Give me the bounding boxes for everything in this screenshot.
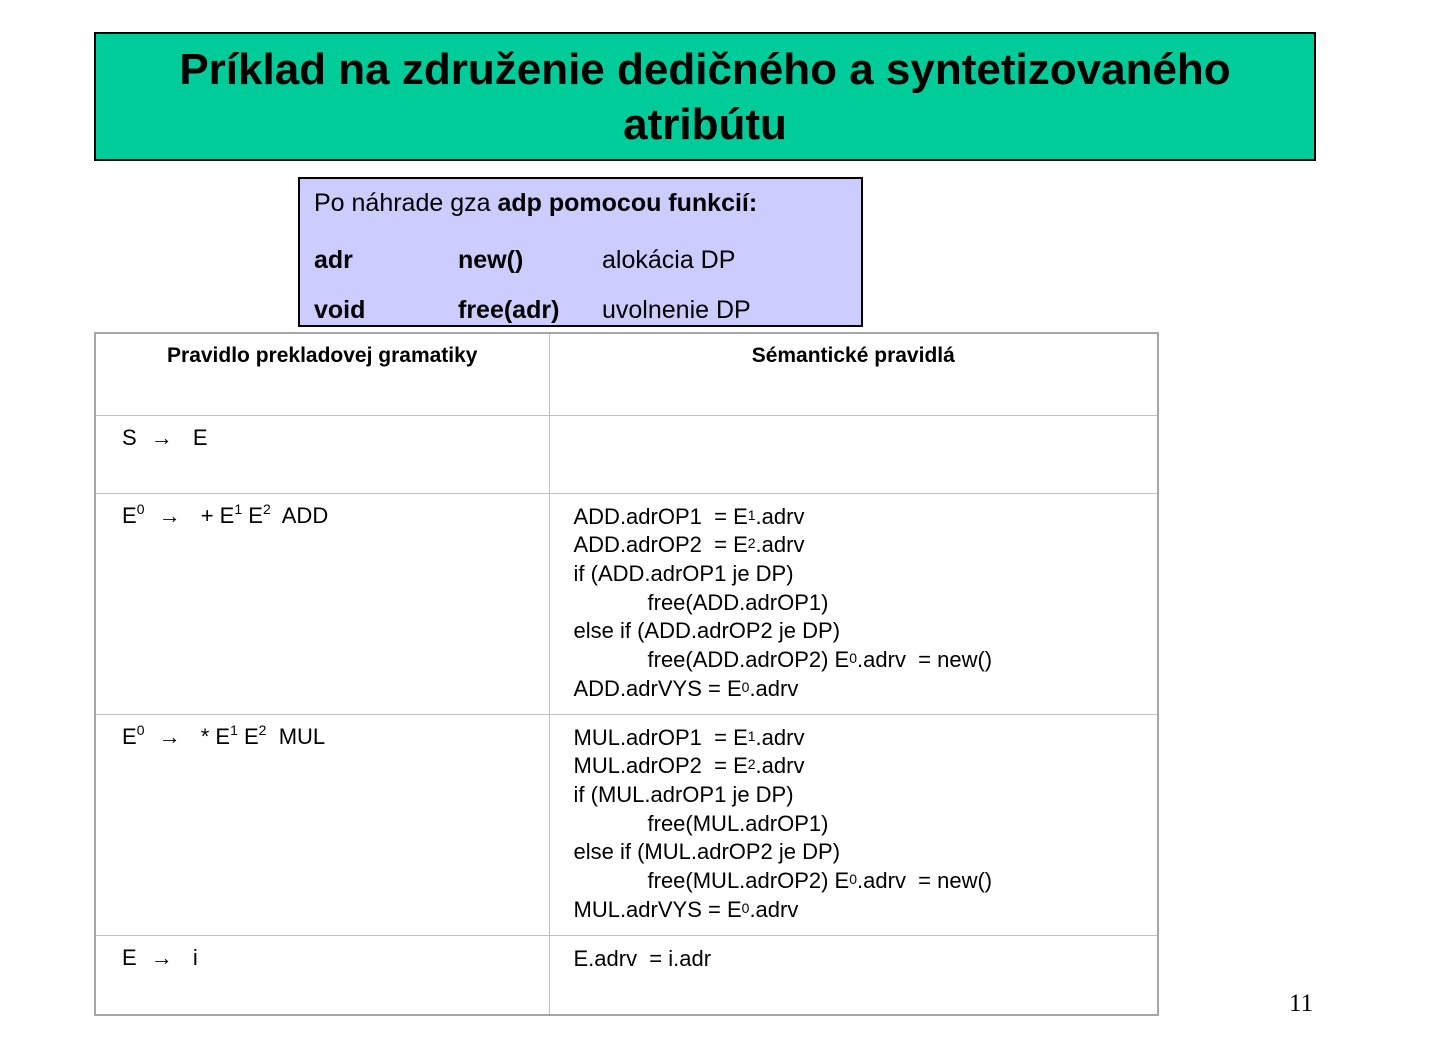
- info-intro-bold: adp pomocou funkcií:: [497, 189, 758, 217]
- info-func: new(): [458, 246, 524, 274]
- semantic-rule-line: ADD.adrOP1 = $E^1.adrv$: [573, 503, 805, 529]
- semantic-rule-line: ADD.adrOP2 = $E^2.adrv$: [573, 532, 805, 558]
- grammar-rule-cell: $E^0$ → * $E^1$ $E^2$ MUL: [95, 714, 549, 935]
- semantic-rule-line: else if (MUL.adrOP2 je DP): [573, 839, 841, 865]
- header-grammar-rule: Pravidlo prekladovej gramatiky: [95, 333, 549, 415]
- info-desc: uvolnenie DP: [602, 296, 751, 324]
- semantic-rule-line: MUL.adrOP1 = $E^1.adrv$: [573, 724, 805, 750]
- grammar-rule-cell: $E^0$ → + $E^1$ $E^2$ ADD: [95, 493, 549, 714]
- info-row-void: [314, 285, 861, 335]
- semantic-rule-line: if (ADD.adrOP1 je DP): [573, 560, 794, 586]
- semantic-rule-line: E.adrv = i.adr: [573, 945, 712, 971]
- info-func: free(adr): [458, 296, 560, 324]
- semantic-rules-cell: [549, 935, 1158, 1015]
- semantic-rule-line: free(MUL.adrOP2) $E^0.adrv = new()$: [647, 868, 993, 894]
- semantic-rules-cell: [549, 493, 1158, 714]
- info-row-adr: [314, 235, 861, 285]
- header-semantic-rules: Sémantické pravidlá: [549, 333, 1158, 415]
- semantic-rule-line: if (MUL.adrOP1 je DP): [573, 781, 794, 807]
- info-box: [298, 177, 863, 327]
- semantic-rule-line: MUL.adrOP2 = $E^2.adrv$: [573, 753, 805, 779]
- semantic-rule-line: else if (ADD.adrOP2 je DP): [573, 618, 841, 644]
- info-intro-prefix: Po náhrade gza: [314, 189, 498, 217]
- info-type: adr: [314, 246, 353, 274]
- semantic-rule-line: MUL.adrVYS = $E^0.adrv$: [573, 896, 799, 922]
- table-row: [95, 935, 1158, 1015]
- semantic-rule-line: ADD.adrVYS = $E^0.adrv$: [573, 675, 799, 701]
- table-row: [95, 493, 1158, 714]
- slide-title: Príklad na združenie dedičného a syntetizovaného atribútu: [179, 44, 1231, 149]
- semantic-rules-cell: [549, 415, 1158, 493]
- table-row: [95, 415, 1158, 493]
- semantic-rule-line: free(MUL.adrOP1): [647, 810, 829, 836]
- page-number: 11: [1289, 990, 1314, 1017]
- semantic-rule-line: free(ADD.adrOP1): [647, 589, 829, 615]
- info-intro: [314, 185, 861, 235]
- grammar-rule-cell: S → E: [95, 415, 549, 493]
- table-row: [95, 714, 1158, 935]
- info-type: void: [314, 296, 366, 324]
- info-desc: alokácia DP: [602, 246, 736, 274]
- semantic-rules-cell: [549, 714, 1158, 935]
- title-banner: [94, 32, 1316, 161]
- table-header-row: [95, 333, 1158, 415]
- rules-table: [94, 332, 1159, 1016]
- grammar-rule-cell: E → i: [95, 935, 549, 1015]
- semantic-rule-line: free(ADD.adrOP2) $E^0.adrv = new()$: [647, 647, 993, 673]
